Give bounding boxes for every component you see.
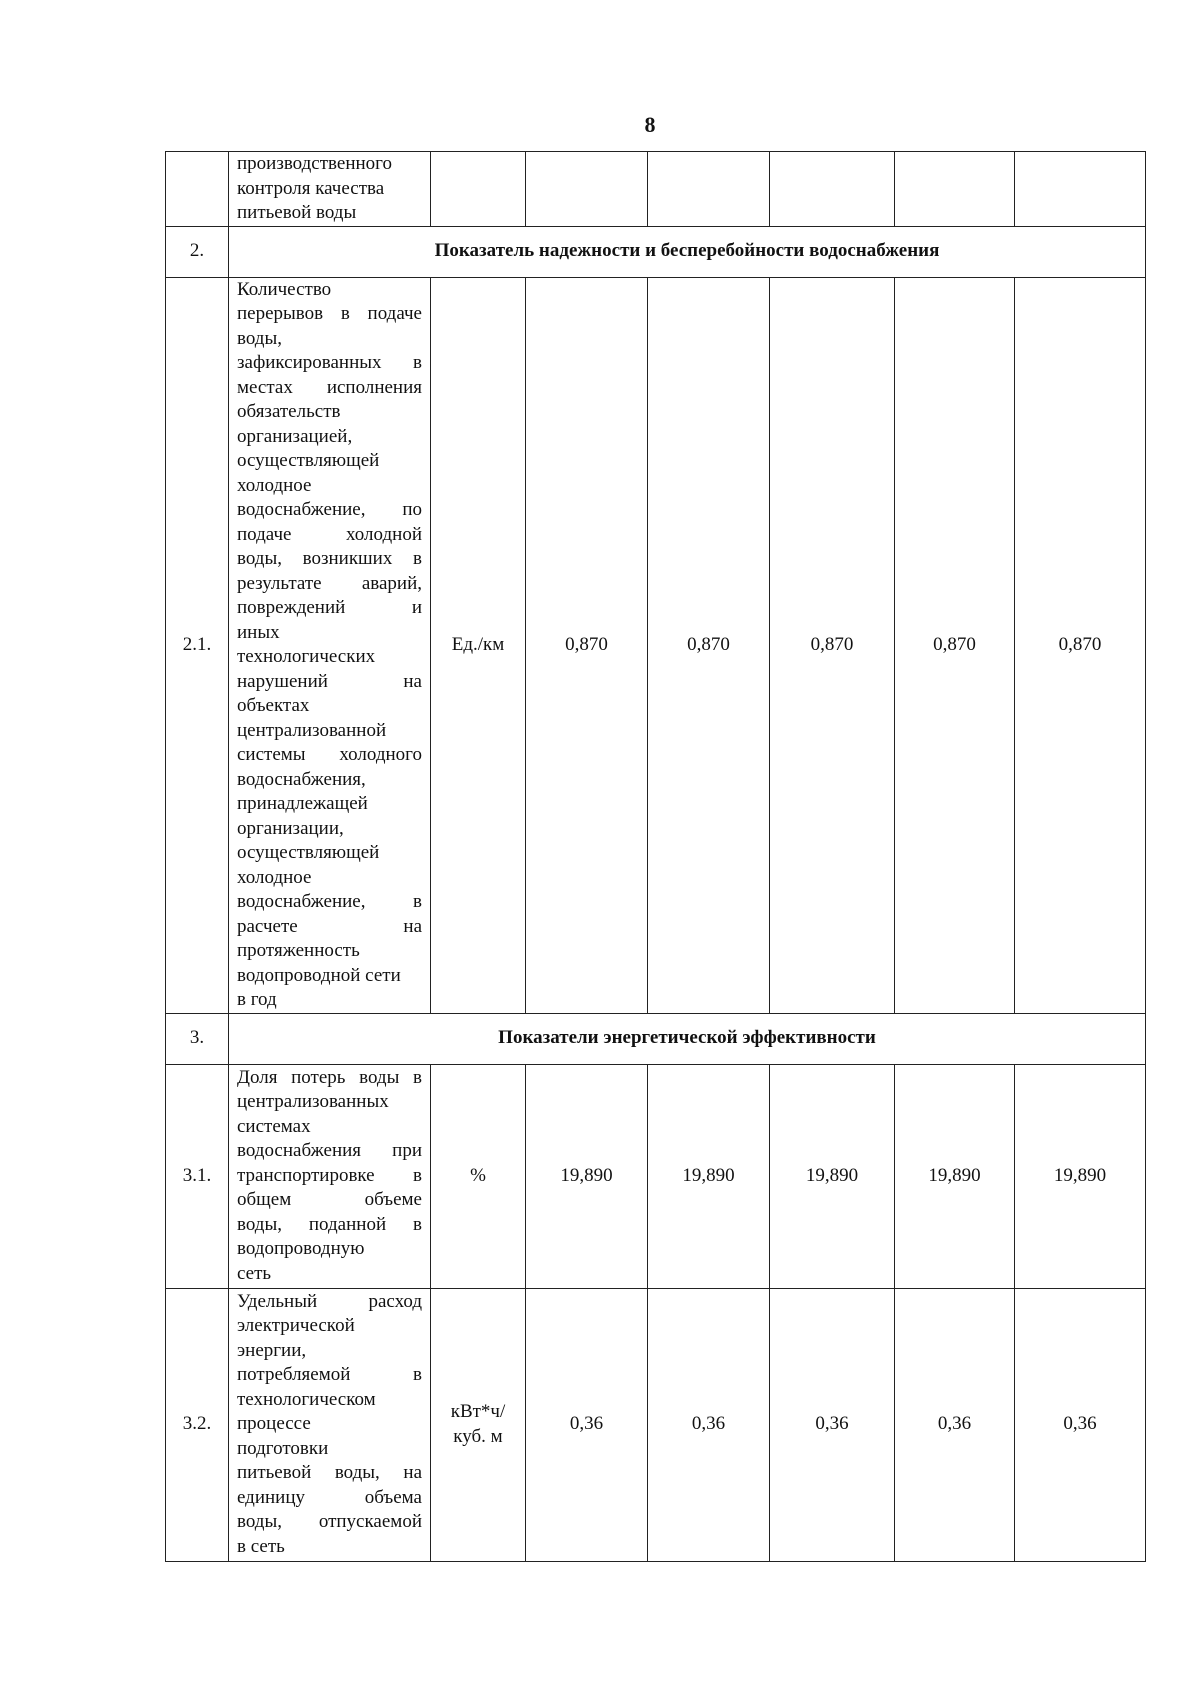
value-cell: 19,890: [770, 1064, 895, 1288]
value-cell: 0,870: [526, 277, 648, 1013]
unit-line: кВт*ч/: [450, 1401, 506, 1422]
value-cell: [895, 152, 1015, 227]
value-cell: 19,890: [1015, 1064, 1146, 1288]
value-cell: [1015, 152, 1146, 227]
description-line: в год: [237, 989, 277, 1010]
description-line: протяженность: [237, 940, 360, 961]
indicator-description: [229, 1064, 431, 1288]
value-cell: [526, 152, 648, 227]
description-line: сеть: [237, 1262, 272, 1284]
description-line: технологическом: [237, 1388, 376, 1410]
value-cell: 0,870: [895, 277, 1015, 1013]
unit-cell: %: [431, 1064, 526, 1288]
description-line: принадлежащей: [237, 793, 368, 814]
row-number: 2.1.: [166, 277, 229, 1013]
description-line: подготовки: [237, 1437, 329, 1459]
description-line: осуществляющей: [237, 450, 380, 471]
description-line: производственного: [237, 153, 392, 174]
table-row: [166, 1064, 1146, 1288]
description-line: воды, поданной в: [237, 1213, 422, 1235]
description-line: потребляемой в: [237, 1364, 422, 1386]
description-line: подаче холодной: [237, 523, 422, 545]
description-line: процессе: [237, 1413, 311, 1435]
indicator-description: [229, 1288, 431, 1561]
indicators-table: [165, 151, 1146, 1562]
value-cell: 0,870: [1015, 277, 1146, 1013]
value-cell: 0,870: [648, 277, 770, 1013]
description-line: холодное: [237, 474, 312, 496]
description-line: питьевой воды, на: [237, 1462, 422, 1484]
description-line: технологических: [237, 646, 376, 667]
description-line: перерывов в подаче: [237, 303, 422, 324]
section-number: 3.: [166, 1013, 229, 1064]
section-number: 2.: [166, 226, 229, 277]
row-number: 3.1.: [166, 1064, 229, 1288]
description-line: Доля потерь воды в: [237, 1066, 422, 1088]
description-line: результате аварий,: [237, 572, 422, 594]
value-cell: 0,870: [770, 277, 895, 1013]
description-line: объектах: [237, 695, 310, 716]
value-cell: [770, 152, 895, 227]
table-row: [166, 277, 1146, 1013]
value-cell: [648, 152, 770, 227]
description-line: водоснабжения,: [237, 768, 366, 790]
description-line: общем объеме: [237, 1189, 422, 1211]
description-line: расчете на: [237, 915, 422, 937]
description-line: Количество: [237, 278, 332, 300]
value-cell: 0,36: [526, 1288, 648, 1561]
value-cell: 0,36: [1015, 1288, 1146, 1561]
description-line: централизованных: [237, 1091, 389, 1113]
indicator-description: [229, 277, 431, 1013]
description-line: повреждений и: [237, 597, 422, 618]
description-line: Удельный расход: [237, 1290, 422, 1312]
indicator-description: [229, 152, 431, 227]
description-line: нарушений на: [237, 670, 422, 692]
description-line: питьевой воды: [237, 202, 357, 223]
unit-cell: [431, 152, 526, 227]
description-line: водопроводной сети: [237, 964, 401, 986]
description-line: обязательств: [237, 401, 341, 422]
section-header-row: [166, 1013, 1146, 1064]
description-line: единицу объема: [237, 1486, 422, 1508]
description-line: иных: [237, 621, 280, 643]
description-line: транспортировке в: [237, 1164, 422, 1186]
description-line: холодное: [237, 866, 312, 888]
description-line: организации,: [237, 817, 344, 839]
description-line: воды, возникших в: [237, 548, 422, 569]
unit-cell: [431, 1288, 526, 1561]
description-line: централизованной: [237, 719, 387, 741]
description-line: водоснабжение, по: [237, 499, 422, 520]
value-cell: 19,890: [895, 1064, 1015, 1288]
description-line: контроля качества: [237, 177, 385, 199]
description-line: в сеть: [237, 1535, 285, 1557]
description-line: водоснабжения при: [237, 1140, 422, 1162]
value-cell: 0,36: [648, 1288, 770, 1561]
description-line: зафиксированных в: [237, 352, 422, 373]
table-row: [166, 1288, 1146, 1561]
section-title: Показатели энергетической эффективности: [229, 1013, 1146, 1064]
row-number: 3.2.: [166, 1288, 229, 1561]
description-line: водоснабжение, в: [237, 891, 422, 912]
description-line: воды, отпускаемой: [237, 1511, 422, 1533]
page-number: 8: [644, 112, 656, 137]
description-line: воды,: [237, 327, 282, 349]
description-line: системах: [237, 1115, 311, 1137]
description-line: местах исполнения: [237, 376, 422, 398]
value-cell: 0,36: [770, 1288, 895, 1561]
unit-line: куб. м: [453, 1425, 503, 1447]
unit-cell: Ед./км: [431, 277, 526, 1013]
description-line: электрической: [237, 1315, 355, 1337]
table-row: [166, 152, 1146, 227]
description-line: системы холодного: [237, 744, 422, 765]
section-title: Показатель надежности и бесперебойности водоснабжения: [229, 226, 1146, 277]
section-header-row: [166, 226, 1146, 277]
description-line: водопроводную: [237, 1238, 365, 1260]
value-cell: 0,36: [895, 1288, 1015, 1561]
value-cell: 19,890: [648, 1064, 770, 1288]
description-line: энергии,: [237, 1339, 307, 1361]
value-cell: 19,890: [526, 1064, 648, 1288]
description-line: осуществляющей: [237, 842, 380, 863]
row-number-cell: [166, 152, 229, 227]
description-line: организацией,: [237, 425, 353, 447]
